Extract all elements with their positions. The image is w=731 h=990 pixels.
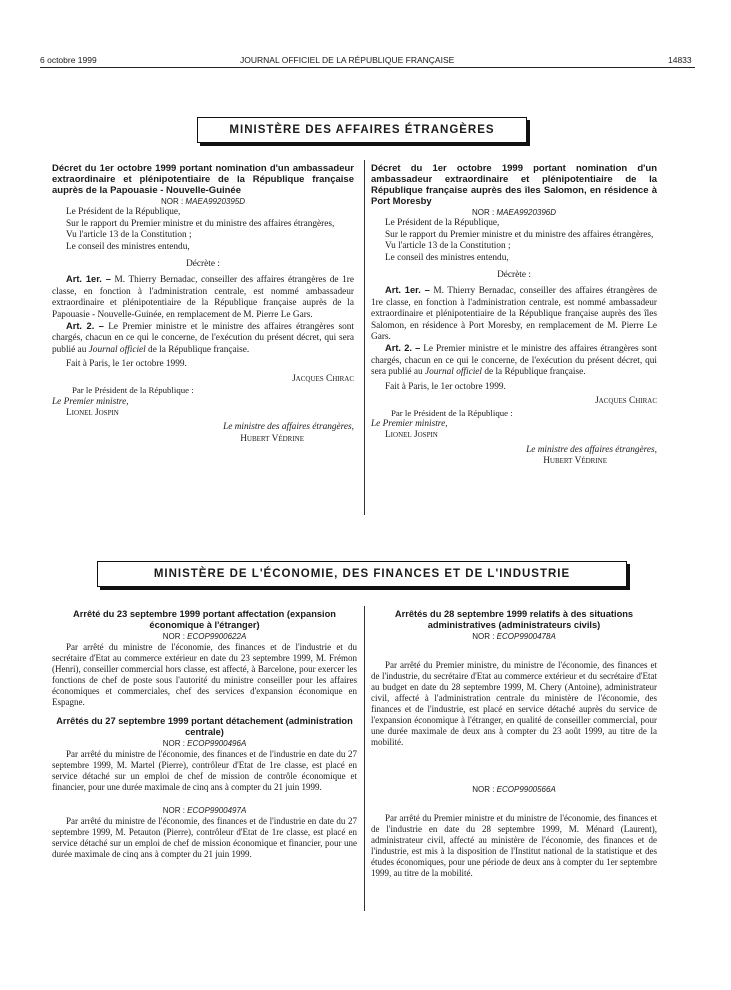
paragraph: Le Président de la République, xyxy=(66,207,181,218)
by-president: Par le Président de la République : xyxy=(72,385,194,396)
header-date: 6 octobre 1999 xyxy=(40,55,97,65)
arrete-title: Arrêtés du 28 septembre 1999 relatifs à des situations administratives (administrateurs civils) xyxy=(394,609,634,630)
paragraph: Sur le rapport du Premier ministre et du ministre des affaires étrangères, xyxy=(66,218,335,229)
prime-minister-name: Lionel Jospin xyxy=(385,430,438,441)
article-2: Art. 2. – Le Premier ministre et le ministre des affaires étrangères sont chargés, chacun en ce qui le concerne, de l'exécution du présent décret, qui sera publié au Journal officiel de la République française. xyxy=(371,343,657,378)
done-at-paris: Fait à Paris, le 1er octobre 1999. xyxy=(385,381,506,392)
arrete-text: Par arrêté du ministre de l'économie, des finances et de l'industrie et du secrétaire d'Etat au commerce extérieur en date du 23 septembre 1999, M. Frémon (Henri), conseiller commercial hors classe, est affecté, à Barcelone, pour exercer les fonctions de chef de poste sous l'autorité du ministre conseiller pour les affaires économiques et commerciales, chef des services d'expansion économique en Espagne. xyxy=(52,642,357,707)
nor-reference: NOR : ECOP9900496A xyxy=(162,739,247,748)
prime-minister-title: Le Premier ministre, xyxy=(52,396,129,407)
article-1: Art. 1er. – M. Thierry Bernadac, conseiller des affaires étrangères de 1re classe, en fonction à l'administration centrale, est nommé ambassadeur extraordinaire et plénipotentiaire de la République française auprès des îles Salomon, en résidence à Port Moresby, en remplacement de M. Pierre Le Gars. xyxy=(371,285,657,343)
paragraph: Sur le rapport du Premier ministre et du ministre des affaires étrangères, xyxy=(385,229,654,240)
arrete-text: Par arrêté du Premier ministre et du ministre de l'économie, des finances et de l'industrie en date du 28 septembre 1999, M. Ménard (Laurent), administrateur civil, affecté au ministère de l'économie, des finances et de l'industrie, est mis à la disposition de l'Institut national de la statistique et des études économiques, pour une période de deux ans à compter du 1er septembre 1999, au titre de la mobilité. xyxy=(371,813,657,878)
nor-reference: NOR : ECOP9900478A xyxy=(472,632,556,641)
arrete-text: Par arrêté du ministre de l'économie, des finances et de l'industrie en date du 27 septembre 1999, M. Petauton (Pierre), contrôleur d'Etat de 1re classe, est placé en service détaché sur un emploi de chef de mission économique et financier, pour une durée maximale de cinq ans à compter du 21 juin 1999. xyxy=(52,816,357,859)
header-page-number: 14833 xyxy=(668,55,692,65)
by-president: Par le Président de la République : xyxy=(391,407,513,418)
decree-title: Décret du 1er octobre 1999 portant nomination d'un ambassadeur extraordinaire et plénipotentiaire de la République française auprès de la Papouasie - Nouvelle-Guinée xyxy=(52,163,354,196)
nor-reference: NOR : ECOP9900566A xyxy=(472,785,556,794)
signature-president: Jacques Chirac xyxy=(595,396,657,407)
nor-reference: NOR : ECOP9900497A xyxy=(162,806,247,815)
decrete-label: Décrète : xyxy=(186,259,220,270)
decree-solomon-islands xyxy=(371,163,657,468)
decrete-label: Décrète : xyxy=(497,270,531,281)
prime-minister-name: Lionel Jospin xyxy=(66,407,119,418)
foreign-minister-title: Le ministre des affaires étrangères, xyxy=(526,444,657,455)
column-divider xyxy=(364,160,365,515)
decree-papua-new-guinea xyxy=(52,163,354,445)
ministry-heading-economy: MINISTÈRE DE L'ÉCONOMIE, DES FINANCES ET DE L'INDUSTRIE xyxy=(97,561,627,587)
decree-title: Décret du 1er octobre 1999 portant nomination d'un ambassadeur extraordinaire et plénipotentiaire de la République française auprès des îles Salomon, en résidence à Port Moresby xyxy=(371,163,657,207)
prime-minister-title: Le Premier ministre, xyxy=(371,418,448,429)
paragraph: Le Président de la République, xyxy=(385,218,500,229)
paragraph: Le conseil des ministres entendu, xyxy=(66,241,190,252)
ministry-heading-foreign-affairs: MINISTÈRE DES AFFAIRES ÉTRANGÈRES xyxy=(197,117,527,143)
done-at-paris: Fait à Paris, le 1er octobre 1999. xyxy=(66,359,187,370)
header-rule xyxy=(40,67,695,68)
column-divider xyxy=(364,606,365,911)
nor-reference: NOR : MAEA9920396D xyxy=(471,208,557,217)
foreign-minister-title: Le ministre des affaires étrangères, xyxy=(223,422,354,433)
paragraph: Vu l'article 13 de la Constitution ; xyxy=(66,230,192,241)
header-journal: JOURNAL OFFICIEL DE LA RÉPUBLIQUE FRANÇAISE xyxy=(240,55,455,65)
arrete-text: Par arrêté du Premier ministre, du ministre de l'économie, des finances et de l'industrie, du secrétaire d'Etat au commerce extérieur et du secrétaire d'Etat au budget en date du 28 septembre 1999, M. Chery (Antoine), administrateur civil, affecté à l'administration centrale du ministère de l'économie, des finances et de l'industrie, est placé en service détaché auprès du service de l'expansion économique à l'étranger, en qualité de conseiller commercial, pour une durée maximale de deux ans à compter du 23 août 1999, au titre de la mobilité. xyxy=(371,660,657,747)
arrete-title: Arrêtés du 27 septembre 1999 portant détachement (administration centrale) xyxy=(56,716,353,737)
paragraph: Le conseil des ministres entendu, xyxy=(385,252,509,263)
signature-president: Jacques Chirac xyxy=(292,373,354,384)
arrete-title: Arrêté du 23 septembre 1999 portant affectation (expansion économique à l'étranger) xyxy=(73,609,336,630)
nor-reference: NOR : ECOP9900622A xyxy=(162,632,247,641)
foreign-minister-name: Hubert Védrine xyxy=(543,456,607,467)
article-1: Art. 1er. – M. Thierry Bernadac, conseiller des affaires étrangères de 1re classe, en fonction à l'administration centrale, est nommé ambassadeur extraordinaire et plénipotentiaire de la République française auprès de la Papouasie - Nouvelle-Guinée, en remplacement de M. Pierre Le Gars. xyxy=(52,274,354,320)
arrete-text: Par arrêté du ministre de l'économie, des finances et de l'industrie en date du 27 septembre 1999, M. Martel (Pierre), contrôleur d'Etat de 1re classe, est placé en service détaché sur un emploi de chef de mission de contrôle économique et financier, pour une durée maximale de cinq ans à compter du 21 juin 1999. xyxy=(52,749,357,792)
foreign-minister-name: Hubert Védrine xyxy=(240,433,304,444)
paragraph: Vu l'article 13 de la Constitution ; xyxy=(385,241,511,252)
economy-left-column xyxy=(52,609,357,860)
article-2: Art. 2. – Le Premier ministre et le ministre des affaires étrangères sont chargés, chacun en ce qui le concerne, de l'exécution du présent décret, qui sera publié au Journal officiel de la République française. xyxy=(52,321,354,355)
nor-reference: NOR : MAEA9920395D xyxy=(160,197,246,206)
economy-right-column xyxy=(371,609,657,879)
